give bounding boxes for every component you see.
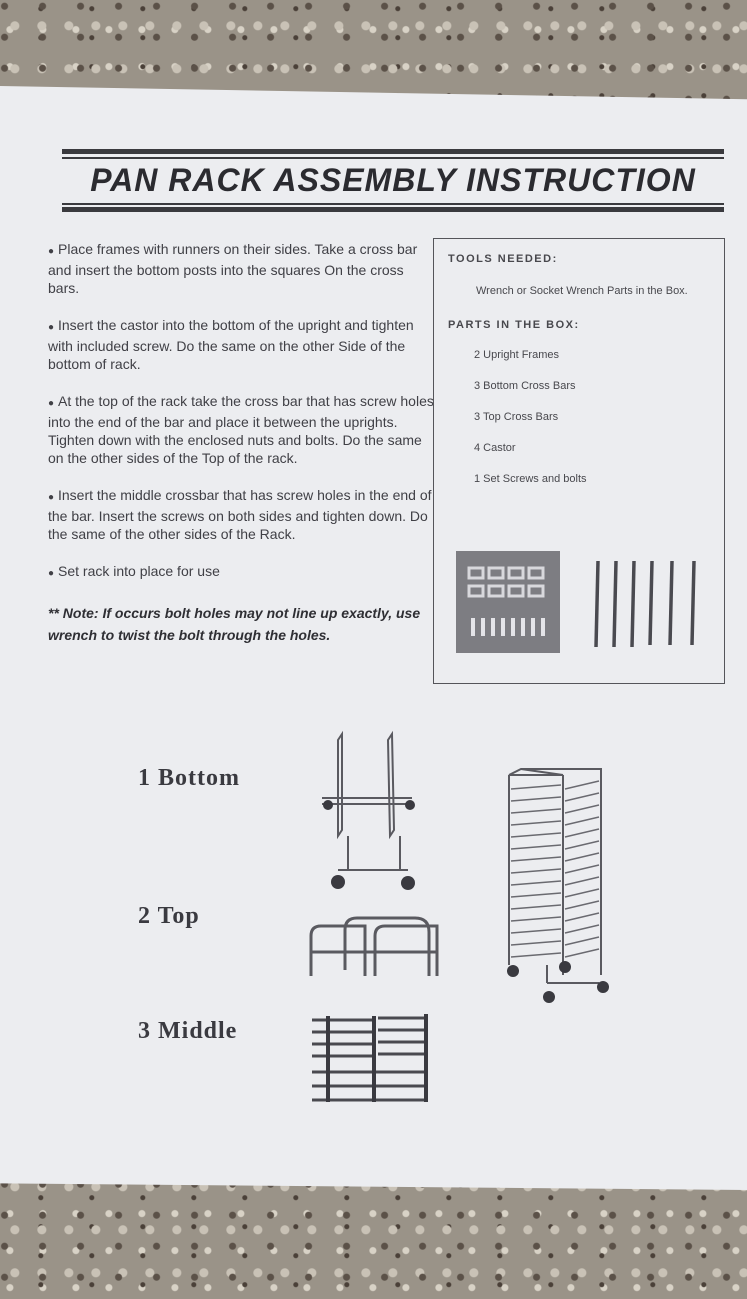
list-item: 3 Top Cross Bars — [474, 411, 559, 423]
list-item: 3 Bottom Cross Bars — [474, 380, 576, 392]
complete-rack-icon — [503, 765, 615, 1010]
parts-list — [474, 349, 587, 504]
tools-heading: TOOLS NEEDED: — [448, 253, 558, 265]
bullet-icon: ● — [48, 492, 55, 503]
tools-parts-box — [433, 238, 725, 684]
page-title: PAN RACK ASSEMBLY INSTRUCTION — [90, 162, 696, 198]
cross-bars-icon — [592, 557, 702, 649]
bullet-icon: ● — [48, 568, 55, 579]
instruction-steps — [48, 240, 436, 660]
assembly-note: ** Note: If occurs bolt holes may not line up exactly, use wrench to twist the bolt through the holes. — [48, 605, 421, 643]
bullet-icon: ● — [48, 398, 55, 409]
parts-photo — [456, 551, 560, 653]
step-item: ● Place frames with runners on their sides. Take a cross bar and insert the bottom posts into the squares On the cross bars. — [48, 241, 418, 296]
bullet-icon: ● — [48, 322, 55, 333]
diagram-label-top: 2 Top — [138, 903, 200, 929]
list-item: 2 Upright Frames — [474, 349, 559, 361]
middle-assembly-icon — [308, 1012, 432, 1104]
tools-item: Wrench or Socket Wrench Parts in the Box. — [476, 285, 688, 297]
step-item: ● Set rack into place for use — [48, 562, 436, 583]
title-rule-top — [62, 149, 724, 154]
step-item: ● At the top of the rack take the cross bar that has screw holes into the end of the bar and place it between the uprights. Tighten down with the enclosed nuts and bolts. Do the same on the other sides of the Top of the rack. — [48, 393, 434, 466]
parts-heading: PARTS IN THE BOX: — [448, 319, 580, 331]
title-rule-bottom-thin — [62, 203, 724, 205]
title-rule-bottom — [62, 207, 724, 212]
diagram-label-bottom: 1 Bottom — [138, 765, 240, 791]
list-item: 1 Set Screws and bolts — [474, 473, 587, 485]
bottom-assembly-icon — [318, 730, 418, 898]
title-rule-top-thin — [62, 157, 724, 159]
bullet-icon: ● — [48, 246, 55, 257]
diagram-label-middle: 3 Middle — [138, 1018, 238, 1044]
hardware-icon — [463, 560, 553, 644]
top-assembly-icon — [305, 912, 441, 984]
list-item: 4 Castor — [474, 442, 516, 454]
step-item: ● Insert the castor into the bottom of the upright and tighten with included screw. Do the same on the other Side of the bottom of rack. — [48, 317, 414, 372]
step-item: ● Insert the middle crossbar that has screw holes in the end of the bar. Insert the screws on both sides and tighten down. Do the same of the other sides of the Rack. — [48, 487, 432, 542]
